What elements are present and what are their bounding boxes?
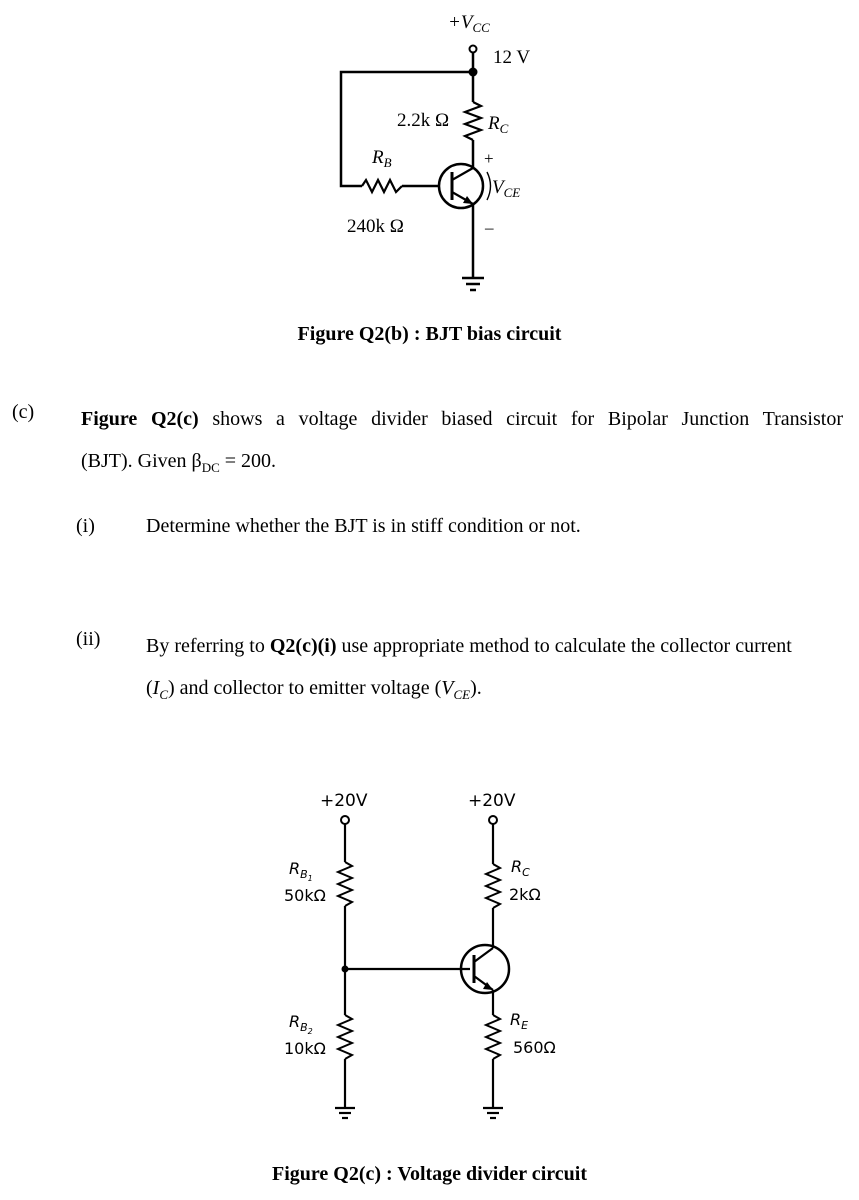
rb-value-label: 240k Ω [347,216,404,237]
vcc-terminal [470,46,477,53]
right-ground-symbol [483,1108,503,1118]
rc-name-label-c: $R_C$ [511,857,530,879]
sub-question-ii-ref: Q2(c)(i) [269,635,337,657]
figure-q2b-caption: Figure Q2(b) : BJT bias circuit [297,323,562,345]
bjt-transistor [439,164,483,208]
right-supply-terminal [489,816,497,824]
question-c-text: Figure Q2(c) shows a voltage divider biased circuit for Bipolar Junction Transistor (BJT). Given $\beta_{DC} = 200$. [81,408,843,475]
rb2-name-label: $R_B2$ [289,1012,313,1036]
right-supply-label: +20V [468,791,516,811]
sub-question-i-text: Determine whether the BJT is in stiff condition or not. [146,515,581,537]
ground-symbol [462,278,484,290]
rb-name-label: $R_B$ [372,147,392,170]
left-supply-label: +20V [320,791,368,811]
rb2-resistor [338,1015,352,1059]
re-name-label: $R_E$ [510,1010,529,1032]
left-ground-symbol [335,1108,355,1118]
left-supply-terminal [341,816,349,824]
rb1-name-label: $R_B1$ [289,859,313,883]
figure-q2c-caption: Figure Q2(c) : Voltage divider circuit [272,1163,587,1185]
sub-question-ii-text: By referring to Q2(c)(i) use appropriate method to calculate the collector current $(I_C)$ and collector to emitter voltage $(V_{CE})$. [146,635,792,702]
rc-value-label-c: 2kΩ [509,885,541,904]
question-c-figure-ref: Figure Q2(c) [81,408,199,430]
supply-voltage-label: 12 V [493,47,531,68]
sub-question-ii-label: (ii) [76,628,101,650]
rc-value-label: 2.2k Ω [397,110,450,131]
re-value-label: 560Ω [513,1038,556,1057]
question-c-label: (c) [12,401,35,423]
vcc-label: $+V_{CC}$ [448,12,490,35]
vce-plus-label: + [484,149,494,168]
re-resistor [486,1015,500,1059]
rc-resistor [465,102,481,140]
rb-resistor [362,180,402,192]
rb2-value-label: 10kΩ [284,1039,326,1058]
figure-q2b-circuit [240,0,600,320]
vce-minus-label: – [485,218,494,237]
rc-resistor-c [486,864,500,908]
sub-question-i-label: (i) [76,515,95,537]
figure-q2c-circuit [240,770,600,1170]
rb1-value-label: 50kΩ [284,886,326,905]
rb1-resistor [338,862,352,906]
vce-name-label: $V_{CE}$ [492,177,521,200]
rc-name-label: $R_C$ [488,113,509,136]
